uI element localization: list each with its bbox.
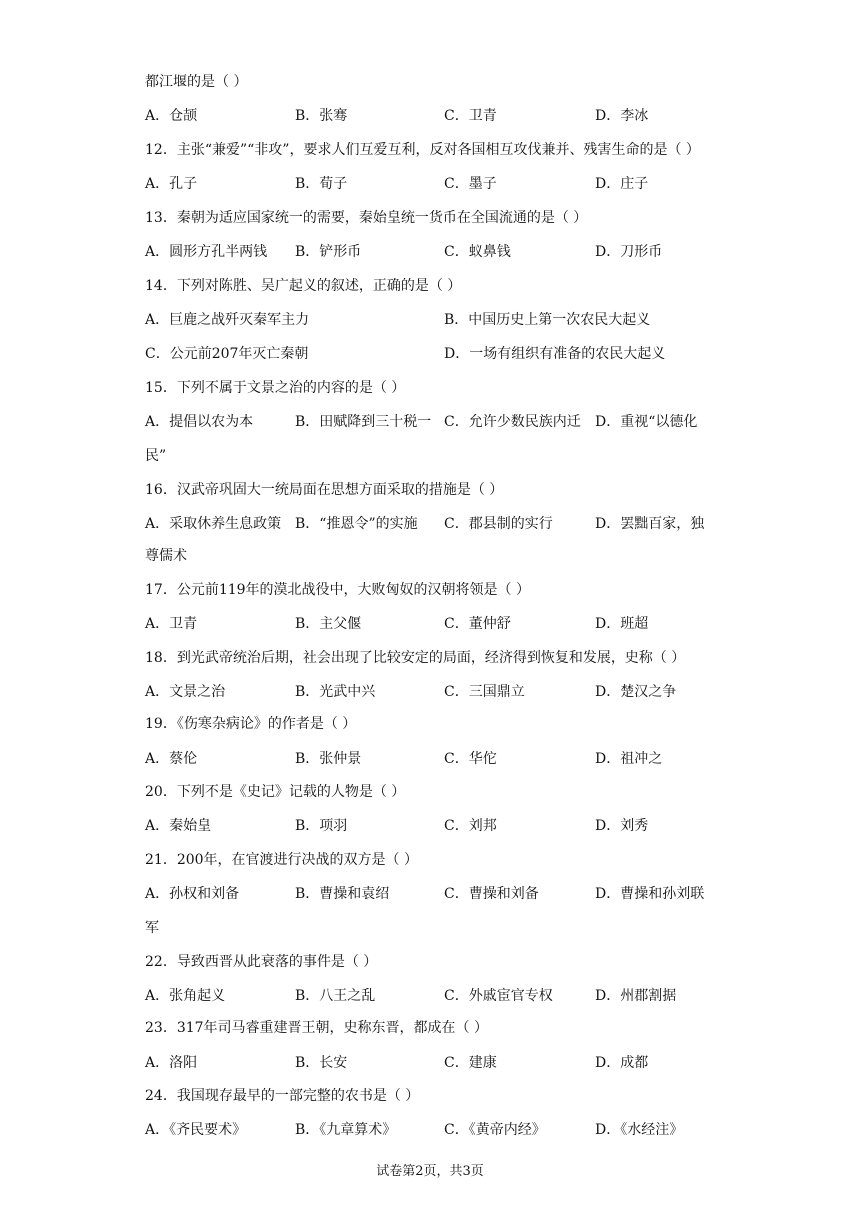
option-a: A．《齐民要术》: [145, 1122, 247, 1138]
option-b: B．《九章算术》: [295, 1122, 397, 1138]
option-a: A．孔子: [145, 176, 198, 192]
option-c: C．公元前207年灭亡秦朝: [145, 346, 309, 362]
option-c: C．外戚宦官专权: [444, 988, 553, 1004]
option-b: B．主父偃: [295, 616, 362, 632]
option-c: C．刘邦: [444, 818, 497, 834]
option-c: C．墨子: [444, 176, 497, 192]
option-c: C．蚁鼻钱: [444, 244, 511, 260]
option-a: A．洛阳: [145, 1055, 198, 1071]
option-b: B．张骞: [295, 108, 348, 124]
option-a: A．卫青: [145, 616, 198, 632]
option-d: D．州郡割据: [595, 988, 677, 1004]
option-a: A．蔡伦: [145, 751, 198, 767]
option-c: C．建康: [444, 1055, 497, 1071]
option-b: B．中国历史上第一次农民大起义: [444, 312, 651, 328]
option-d: D．成都: [595, 1055, 649, 1071]
option-a: A．采取休养生息政策: [145, 516, 282, 532]
option-c: C．三国鼎立: [444, 684, 525, 700]
question-13: 13．秦朝为适应国家统一的需要，秦始皇统一货币在全国流通的是（ ）: [145, 210, 588, 226]
question-14: 14．下列对陈胜、吴广起义的叙述，正确的是（ ）: [145, 278, 462, 294]
option-a: A．张角起义: [145, 988, 226, 1004]
question-23: 23．317年司马睿重建晋王朝，史称东晋，都成在（ ）: [145, 1020, 488, 1036]
option-a: A．巨鹿之战歼灭秦军主力: [145, 312, 310, 328]
option-d: D．曹操和孙刘联: [595, 886, 705, 902]
option-c: C．董仲舒: [444, 616, 511, 632]
option-d: D．刘秀: [595, 818, 649, 834]
option-d: D．祖冲之: [595, 751, 663, 767]
option-b: B．铲形币: [295, 244, 362, 260]
question-24: 24．我国现存最早的一部完整的农书是（ ）: [145, 1088, 420, 1104]
option-d: D．刀形币: [595, 244, 663, 260]
question-21: 21．200年，在官渡进行决战的双方是（ ）: [145, 852, 418, 868]
option-b: B．“推恩令”的实施: [295, 516, 418, 532]
option-a: A．秦始皇: [145, 818, 212, 834]
question-22: 22．导致西晋从此衰落的事件是（ ）: [145, 954, 378, 970]
option-continuation: 军: [145, 920, 159, 936]
option-c: C．郡县制的实行: [444, 516, 553, 532]
option-d: D．罢黜百家，独: [595, 516, 705, 532]
option-d: D．李冰: [595, 108, 649, 124]
option-a: A．仓颉: [145, 108, 198, 124]
question-15: 15．下列不属于文景之治的内容的是（ ）: [145, 380, 406, 396]
option-b: B．长安: [295, 1055, 348, 1071]
page-footer: 试卷第2页，共3页: [376, 1164, 484, 1179]
option-a: A．孙权和刘备: [145, 886, 240, 902]
option-continuation: 民”: [145, 448, 167, 464]
option-d: D．楚汉之争: [595, 684, 677, 700]
question-continuation: 都江堰的是（ ）: [145, 74, 248, 90]
option-b: B．八王之乱: [295, 988, 376, 1004]
option-c: C．卫青: [444, 108, 497, 124]
question-20: 20．下列不是《史记》记载的人物是（ ）: [145, 784, 406, 800]
option-b: B．光武中兴: [295, 684, 376, 700]
option-c: C．允许少数民族内迁: [444, 414, 581, 430]
option-b: B．张仲景: [295, 751, 362, 767]
option-d: D．重视“以德化: [595, 414, 698, 430]
option-a: A．圆形方孔半两钱: [145, 244, 268, 260]
option-c: C．《黄帝内经》: [444, 1122, 546, 1138]
option-a: A．提倡以农为本: [145, 414, 254, 430]
question-16: 16．汉武帝巩固大一统局面在思想方面采取的措施是（ ）: [145, 482, 504, 498]
option-a: A．文景之治: [145, 684, 226, 700]
option-b: B．项羽: [295, 818, 348, 834]
question-12: 12．主张“兼爱”“非攻”，要求人们互爱互利，反对各国相互攻伐兼并、残害生命的是（ ）: [145, 142, 700, 158]
option-b: B．曹操和袁绍: [295, 886, 390, 902]
option-d: D．《水经注》: [595, 1122, 684, 1138]
option-b: B．荀子: [295, 176, 348, 192]
option-d: D．班超: [595, 616, 649, 632]
option-c: C．曹操和刘备: [444, 886, 539, 902]
question-18: 18．到光武帝统治后期，社会出现了比较安定的局面，经济得到恢复和发展，史称（ ）: [145, 650, 686, 666]
option-b: B．田赋降到三十税一: [295, 414, 432, 430]
option-continuation: 尊儒术: [145, 548, 187, 564]
question-17: 17．公元前119年的漠北战役中，大败匈奴的汉朝将领是（ ）: [145, 582, 530, 598]
option-c: C．华佗: [444, 751, 497, 767]
question-19: 19．《伤寒杂病论》的作者是（ ）: [145, 716, 357, 732]
option-d: D．一场有组织有准备的农民大起义: [444, 346, 666, 362]
option-d: D．庄子: [595, 176, 649, 192]
